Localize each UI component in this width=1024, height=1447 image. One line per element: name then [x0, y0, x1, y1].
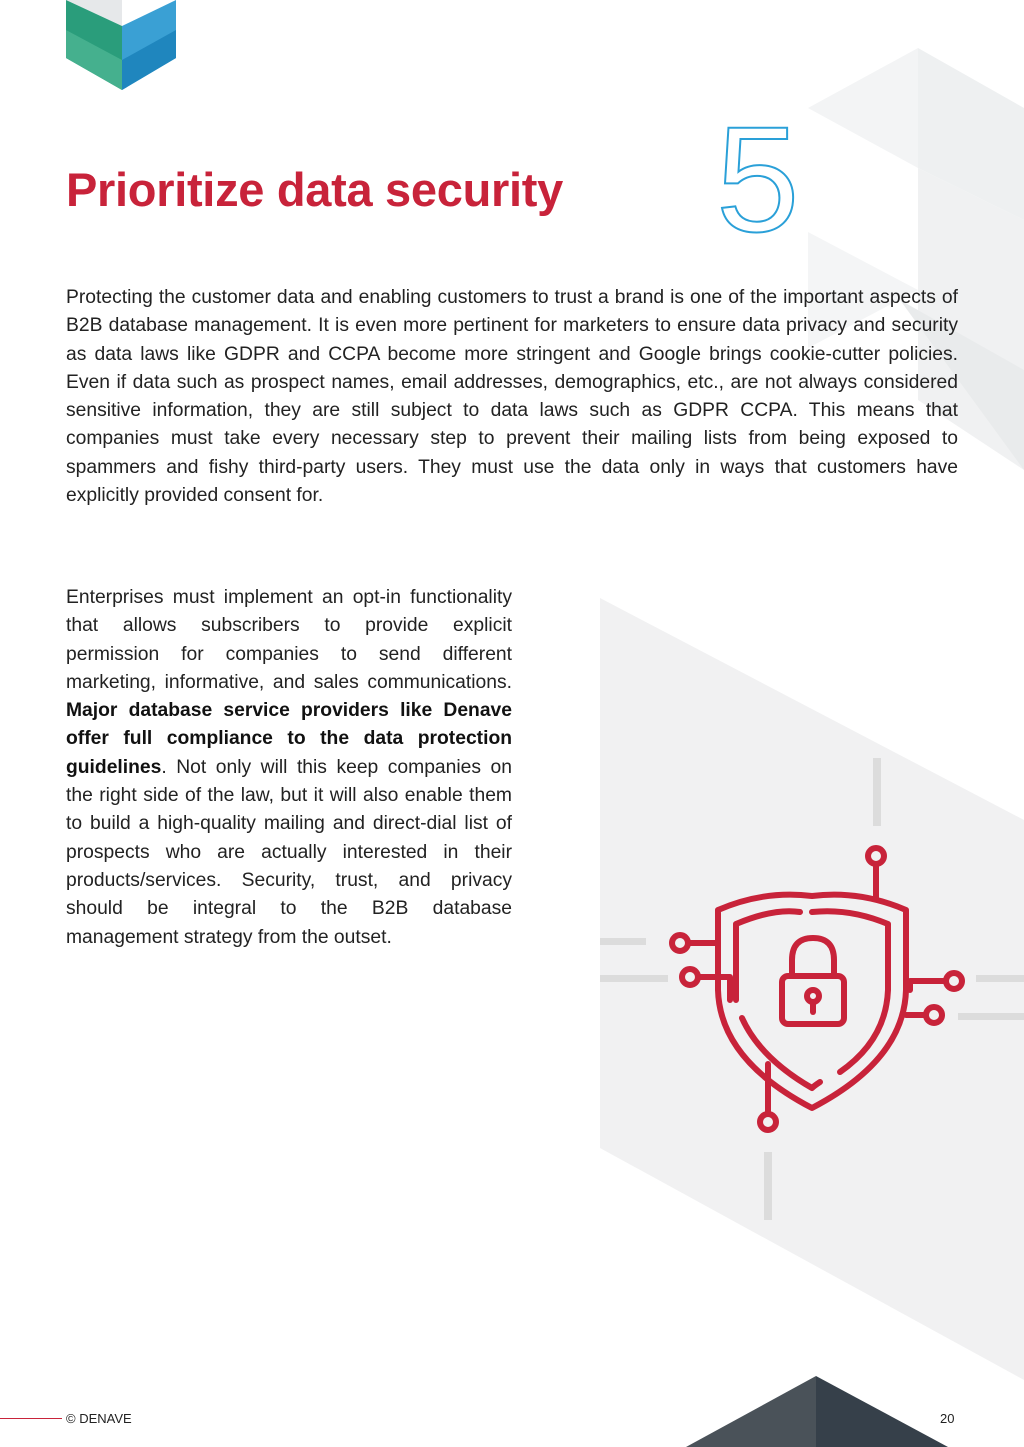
body-paragraph	[66, 584, 512, 952]
page-number: 20	[940, 1411, 955, 1426]
section-number: 5	[716, 95, 800, 263]
intro-paragraph: Protecting the customer data and enabling customers to trust a brand is one of the important aspects of B2B database management. It is even more pertinent for marketers to ensure data privacy and security as data laws like GDPR and CCPA become more stringent and Google brings cookie-cutter policies. Even if data such as prospect names, email addresses, demographics, etc., are not always considered sensitive information, they are still subject to data laws such as GDPR CCPA. This means that companies must take every necessary step to prevent their mailing lists from being exposed to spammers and fishy third-party users. They must use the data only in ways that customers have explicitly provided consent for.	[66, 287, 958, 507]
page-title: Prioritize data security	[66, 163, 563, 216]
body-text-bold: Major database service providers like Denave offer full compliance to the data protection guidelines	[66, 700, 512, 778]
footer-copyright: © DENAVE	[66, 1411, 132, 1426]
body-text-part1: Enterprises must implement an opt-in functionality that allows subscribers to provide explicit permission for companies to send different marketing, informative, and sales communications.	[66, 587, 512, 693]
shield-lock-circuit-icon	[660, 840, 970, 1140]
body-text-part2: . Not only will this keep companies on the right side of the law, but it will also enable them to build a high-quality mailing and direct-dial list of prospects who are actually interested in their products/services. Security, trust, and privacy should be integral to the B2B database management strategy from the outset.	[66, 756, 512, 948]
footer-divider	[0, 1418, 62, 1419]
denave-logo-icon	[66, 0, 178, 92]
